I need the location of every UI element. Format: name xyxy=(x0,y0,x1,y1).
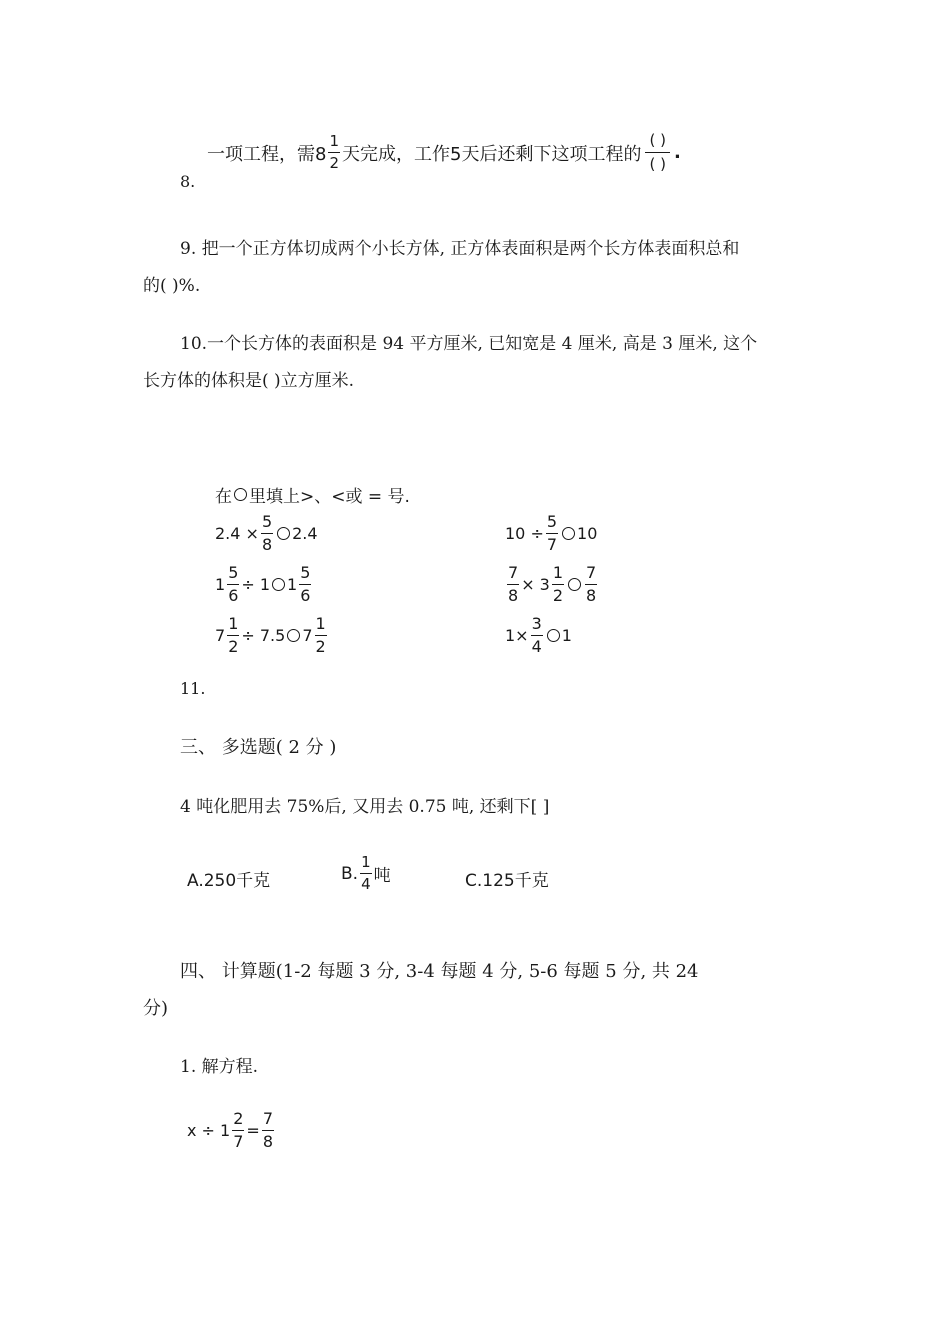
q11e-post-whole: 7 xyxy=(302,626,313,645)
option-b-den: 4 xyxy=(361,875,371,893)
option-b-letter: B. xyxy=(341,863,359,884)
circle-icon xyxy=(234,488,247,501)
q8-period: . xyxy=(673,142,681,163)
eq-den: 7 xyxy=(233,1132,244,1151)
q11c-den: 6 xyxy=(228,586,239,605)
compare-circle-icon[interactable] xyxy=(547,629,560,642)
q8-number: 8. xyxy=(180,172,196,191)
q11-item-a xyxy=(215,514,318,553)
q11f-post: 1 xyxy=(561,626,572,645)
q11d-den1: 8 xyxy=(508,586,519,605)
q11e-post-den: 2 xyxy=(315,637,326,656)
q11-instruction xyxy=(215,482,410,507)
q11b-post: 10 xyxy=(577,524,598,543)
eq-rden: 8 xyxy=(262,1132,274,1151)
q11b-num: 5 xyxy=(546,514,558,534)
q9-line2: 的( )%. xyxy=(143,276,201,296)
option-b-num: 1 xyxy=(360,855,372,874)
q11c-post-den: 6 xyxy=(300,586,311,605)
q11e-num: 1 xyxy=(227,616,239,636)
q10-line2: 长方体的体积是( )立方厘米. xyxy=(143,371,355,391)
compare-circle-icon[interactable] xyxy=(568,578,581,591)
q11e-whole: 7 xyxy=(215,626,226,645)
eq-pre: x ÷ 1 xyxy=(187,1121,231,1140)
q11a-post: 2.4 xyxy=(292,524,318,543)
compare-circle-icon[interactable] xyxy=(287,629,300,642)
q11c-mid: ÷ 1 xyxy=(241,575,271,594)
eq-num: 2 xyxy=(232,1111,244,1131)
compare-circle-icon[interactable] xyxy=(272,578,285,591)
q11c-whole: 1 xyxy=(215,575,226,594)
eq-rnum: 7 xyxy=(262,1111,274,1131)
q8-blank-denominator: ( ) xyxy=(649,155,666,173)
q8-mixed-denominator: 2 xyxy=(329,154,339,172)
q11-number: 11. xyxy=(180,679,206,698)
section4-title-line1: 四、 计算题(1-2 每题 3 分, 3-4 每题 4 分, 5-6 每题 5 分, 共 24 xyxy=(180,961,699,982)
q11b-pre: 10 ÷ xyxy=(505,524,544,543)
option-c[interactable]: C.125千克 xyxy=(465,871,549,891)
q8-text-b: 天完成，工作5天后还剩下这项工程的 xyxy=(342,143,642,165)
q11-instruction-b: 里填上>、<或 = 号. xyxy=(249,487,410,507)
option-b[interactable] xyxy=(341,855,391,892)
q11-item-b xyxy=(505,514,597,553)
q8-blank-numerator: ( ) xyxy=(645,133,669,153)
q11c-num: 5 xyxy=(227,565,239,585)
q8-mixed-numerator: 1 xyxy=(328,134,340,153)
q10-line1: 10.一个长方体的表面积是 94 平方厘米, 已知宽是 4 厘米, 高是 3 厘米, 这个 xyxy=(180,334,758,354)
q11d-num1: 7 xyxy=(507,565,519,585)
q8-mixed-fraction xyxy=(328,134,340,171)
q11d-num2: 1 xyxy=(552,565,564,585)
option-b-unit: 吨 xyxy=(373,866,391,886)
q11-item-d xyxy=(505,565,599,604)
q8-statement xyxy=(207,133,681,172)
option-a[interactable]: A.250千克 xyxy=(187,871,271,891)
section4-q1: 1. 解方程. xyxy=(180,1057,259,1077)
q11a-num: 5 xyxy=(261,514,273,534)
q11d-den2: 2 xyxy=(552,586,564,605)
q11f-num: 3 xyxy=(531,616,543,636)
q11e-mid: ÷ 7.5 xyxy=(241,626,286,645)
compare-circle-icon[interactable] xyxy=(562,527,575,540)
q11a-den: 8 xyxy=(261,535,273,554)
q8-text-a: 一项工程，需8 xyxy=(207,143,327,165)
q11d-mid: × 3 xyxy=(521,575,550,594)
section3-title: 三、 多选题( 2 分 ) xyxy=(180,737,337,758)
q11-item-c xyxy=(215,565,313,604)
section4-title-line2: 分) xyxy=(143,998,169,1019)
q11e-post-num: 1 xyxy=(315,616,327,636)
q8-answer-blank-fraction[interactable] xyxy=(645,133,669,172)
q11-item-e xyxy=(215,616,329,655)
q11c-post-num: 5 xyxy=(299,565,311,585)
q11e-den: 2 xyxy=(228,637,239,656)
q11b-den: 7 xyxy=(546,535,558,554)
q11a-pre: 2.4 × xyxy=(215,524,259,543)
q9-line1: 9. 把一个正方体切成两个小长方体, 正方体表面积是两个长方体表面积总和 xyxy=(180,239,740,259)
q11f-pre: 1× xyxy=(505,626,529,645)
compare-circle-icon[interactable] xyxy=(277,527,290,540)
eq-equals: = xyxy=(246,1121,260,1140)
section3-question: 4 吨化肥用去 75%后, 又用去 0.75 吨, 还剩下[ ] xyxy=(180,797,550,817)
q11d-den3: 8 xyxy=(586,586,597,605)
q11-instruction-a: 在 xyxy=(215,487,232,507)
equation xyxy=(187,1111,276,1150)
q11c-post-whole: 1 xyxy=(287,575,298,594)
q11-item-f xyxy=(505,616,572,655)
q11f-den: 4 xyxy=(531,637,542,656)
q11d-num3: 7 xyxy=(585,565,597,585)
